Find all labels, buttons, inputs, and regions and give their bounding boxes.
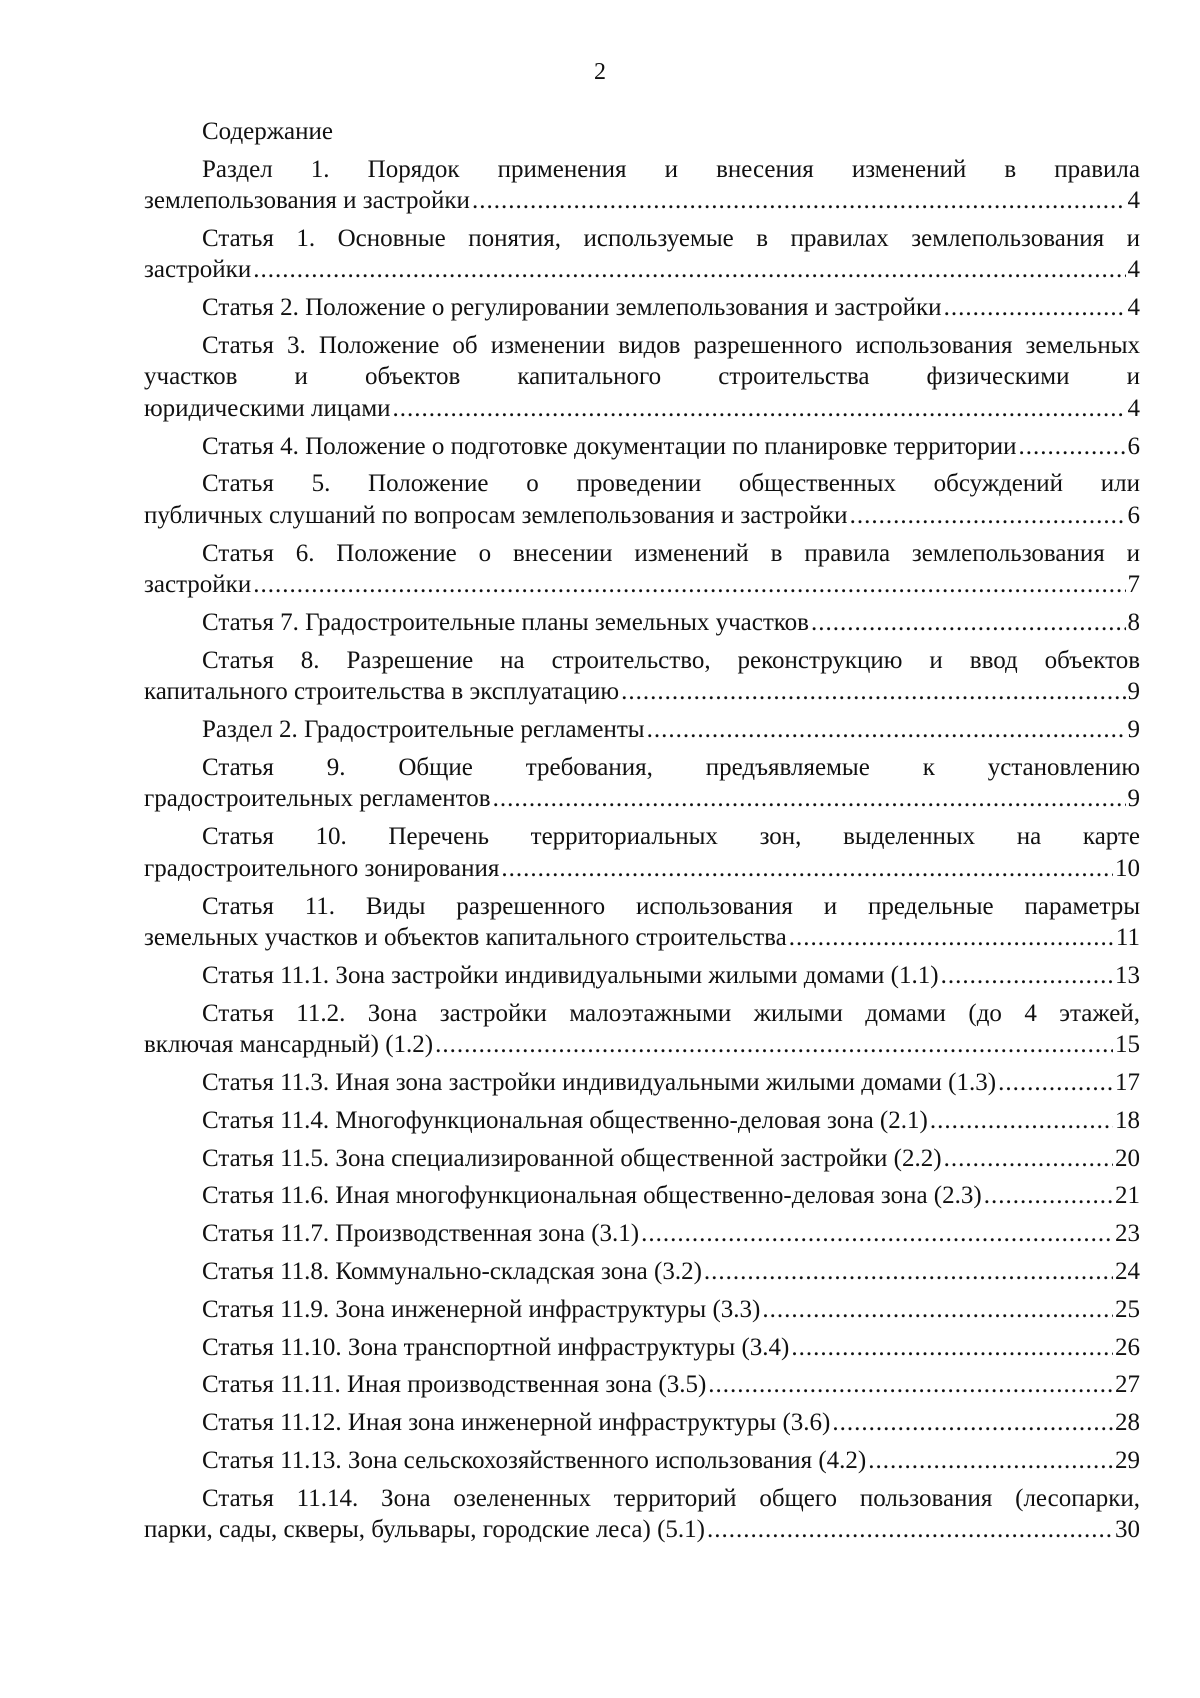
toc-entry-label: Раздел 2. Градостроительные регламенты (202, 716, 645, 744)
toc-entry-label: Статья 2. Положение о регулировании землепользования и застройки (202, 294, 942, 322)
toc-entry-label: застройки (144, 256, 252, 284)
toc-entry-line (144, 1067, 1140, 1099)
toc-entry-page-number: 6 (1127, 432, 1140, 460)
toc-entry-label: парки, сады, скверы, бульвары, городские леса) (5.1) (144, 1516, 705, 1544)
toc-entry-label: Статья 7. Градостроительные планы земельных участков (202, 609, 809, 637)
toc-entry (144, 1369, 1140, 1401)
toc-entry-line (144, 1407, 1140, 1439)
toc-entry-label: застройки (144, 571, 252, 599)
dot-leader (253, 569, 1125, 601)
toc-entry (144, 1067, 1140, 1099)
toc-entry-label: включая мансардный) (1.2) (144, 1031, 434, 1059)
toc-entry-label: Статья 11.5. Зона специализированной общественной застройки (2.2) (202, 1144, 942, 1172)
toc-title: Содержание (202, 118, 333, 145)
toc-entry-line (144, 783, 1140, 815)
toc-entry (144, 538, 1140, 601)
dot-leader (253, 254, 1125, 286)
dot-leader (707, 1514, 1113, 1546)
toc-entry-line (144, 1143, 1140, 1175)
toc-entry-line (144, 853, 1140, 885)
toc-entry-heading: Статья 11. Виды разрешенного использования и предельные параметры (202, 892, 1140, 920)
toc-entry-line (144, 185, 1140, 217)
toc-entry-line (144, 393, 1140, 425)
toc-entry-page-number: 15 (1115, 1031, 1140, 1059)
toc-entry-page-number: 29 (1115, 1446, 1140, 1474)
toc-entry-page-number: 23 (1115, 1220, 1140, 1248)
toc-entry-page-number: 4 (1127, 394, 1140, 422)
dot-leader (647, 714, 1126, 746)
dot-leader (621, 676, 1125, 708)
toc-entry-label: Статья 11.1. Зона застройки индивидуальными жилыми домами (1.1) (202, 961, 939, 989)
toc-entry (144, 998, 1140, 1061)
toc-entry (144, 645, 1140, 708)
toc-entry-page-number: 25 (1115, 1295, 1140, 1323)
toc-entry-line (144, 1180, 1140, 1212)
toc-entry (144, 960, 1140, 992)
toc-entry-page-number: 9 (1127, 716, 1140, 744)
dot-leader (704, 1256, 1113, 1288)
toc-entry (144, 1407, 1140, 1439)
dot-leader (641, 1218, 1113, 1250)
toc-entry (144, 431, 1140, 463)
dot-leader (850, 500, 1126, 532)
dot-leader (501, 853, 1113, 885)
toc-entry (144, 1294, 1140, 1326)
toc-entry-line (144, 1256, 1140, 1288)
toc-entry (144, 821, 1140, 884)
toc-entry-heading: Статья 11.14. Зона озелененных территорий общего пользования (лесопарки, (202, 1484, 1140, 1512)
toc-entry-heading: Статья 3. Положение об изменении видов разрешенного использования земельных участков и объектов капитального строительства физическими и (144, 331, 1140, 391)
toc-entry-label: Статья 11.4. Многофункциональная общественно-деловая зона (2.1) (202, 1106, 928, 1134)
toc-entry-line (144, 1029, 1140, 1061)
page-number: 2 (594, 59, 606, 85)
toc-entry (144, 330, 1140, 425)
dot-leader (393, 393, 1126, 425)
dot-leader (472, 185, 1126, 217)
toc-entry-label: Статья 11.6. Иная многофункциональная общественно-деловая зона (2.3) (202, 1182, 982, 1210)
toc-entry-label: Статья 4. Положение о подготовке документации по планировке территории (202, 432, 1017, 460)
toc-entry-line (144, 1105, 1140, 1137)
toc-entry-label: градостроительных регламентов (144, 785, 491, 813)
toc-entry-line (144, 607, 1140, 639)
toc-entry-heading: Статья 6. Положение о внесении изменений в правила землепользования и (202, 539, 1140, 567)
toc-entry (144, 1445, 1140, 1477)
toc-entry-label: Статья 11.3. Иная зона застройки индивидуальными жилыми домами (1.3) (202, 1068, 997, 1096)
toc-entry-page-number: 20 (1115, 1144, 1140, 1172)
toc-entry-page-number: 21 (1115, 1182, 1140, 1210)
toc-entry-line (144, 922, 1140, 954)
toc-entry-line (144, 1514, 1140, 1546)
toc-entry (144, 607, 1140, 639)
dot-leader (493, 783, 1126, 815)
dot-leader (811, 607, 1126, 639)
toc-entry-label: Статья 11.7. Производственная зона (3.1) (202, 1220, 640, 1248)
toc-entry-label: Статья 11.13. Зона сельскохозяйственного использования (4.2) (202, 1446, 867, 1474)
toc-entry-label: Статья 11.12. Иная зона инженерной инфраструктуры (3.6) (202, 1409, 831, 1437)
toc-entry-line (144, 1369, 1140, 1401)
toc-entry-page-number: 24 (1115, 1257, 1140, 1285)
dot-leader (789, 922, 1114, 954)
dot-leader (832, 1407, 1113, 1439)
dot-leader (868, 1445, 1113, 1477)
toc-entry-line (144, 1332, 1140, 1364)
toc-entry-line (144, 1445, 1140, 1477)
dot-leader (762, 1294, 1113, 1326)
toc-entry-line (144, 714, 1140, 746)
toc-entry-page-number: 10 (1115, 854, 1140, 882)
toc-entry-label: капитального строительства в эксплуатацию (144, 678, 620, 706)
toc-entry (144, 468, 1140, 531)
toc-entry-page-number: 28 (1115, 1409, 1140, 1437)
toc-entry-page-number: 11 (1115, 924, 1140, 952)
toc-entry-page-number: 8 (1127, 609, 1140, 637)
toc-entry (144, 1332, 1140, 1364)
toc-entry (144, 1180, 1140, 1212)
toc-entries (144, 154, 1140, 1546)
toc-entry-page-number: 7 (1127, 571, 1140, 599)
toc-entry (144, 1105, 1140, 1137)
toc-entry (144, 1218, 1140, 1250)
toc-entry-page-number: 13 (1115, 961, 1140, 989)
dot-leader (944, 1143, 1113, 1175)
toc-entry (144, 223, 1140, 286)
toc-entry-line (144, 569, 1140, 601)
toc-entry-page-number: 9 (1127, 785, 1140, 813)
toc-entry-page-number: 4 (1127, 256, 1140, 284)
dot-leader (708, 1369, 1113, 1401)
toc-entry (144, 752, 1140, 815)
toc-entry-heading: Статья 10. Перечень территориальных зон, выделенных на карте (202, 823, 1140, 851)
toc-entry-heading: Статья 11.2. Зона застройки малоэтажными жилыми домами (до 4 этажей, (202, 999, 1140, 1027)
toc-entry-page-number: 6 (1127, 501, 1140, 529)
dot-leader (984, 1180, 1113, 1212)
toc-entry-line (144, 431, 1140, 463)
dot-leader (941, 960, 1113, 992)
toc-entry-heading: Раздел 1. Порядок применения и внесения изменений в правила (202, 155, 1140, 183)
toc-entry-label: публичных слушаний по вопросам землепользования и застройки (144, 501, 848, 529)
dot-leader (435, 1029, 1113, 1061)
toc-entry-heading: Статья 5. Положение о проведении общественных обсуждений или (202, 470, 1140, 498)
toc-entry-label: землепользования и застройки (144, 187, 470, 214)
toc-entry-heading: Статья 9. Общие требования, предъявляемые к установлению (202, 753, 1140, 781)
toc-entry-label: Статья 11.11. Иная производственная зона (3.5) (202, 1371, 707, 1399)
toc-entry-line (144, 292, 1140, 324)
dot-leader (791, 1332, 1113, 1364)
toc-entry-line (144, 960, 1140, 992)
toc-entry (144, 1483, 1140, 1546)
toc-entry-label: Статья 11.8. Коммунально-складская зона (3.2) (202, 1257, 702, 1285)
toc-entry (144, 714, 1140, 746)
table-of-contents (144, 116, 1140, 1552)
toc-entry-heading: Статья 1. Основные понятия, используемые в правилах землепользования и (202, 224, 1140, 252)
toc-entry-page-number: 4 (1127, 187, 1140, 214)
dot-leader (930, 1105, 1113, 1137)
toc-entry-line (144, 1294, 1140, 1326)
dot-leader (998, 1067, 1113, 1099)
toc-entry-page-number: 26 (1115, 1333, 1140, 1361)
toc-entry (144, 891, 1140, 954)
toc-entry-label: Статья 11.9. Зона инженерной инфраструктуры (3.3) (202, 1295, 761, 1323)
toc-entry-heading: Статья 8. Разрешение на строительство, реконструкцию и ввод объектов (202, 646, 1140, 674)
toc-entry-page-number: 9 (1127, 678, 1140, 706)
toc-entry-page-number: 27 (1115, 1371, 1140, 1399)
toc-entry-label: земельных участков и объектов капитального строительства (144, 924, 787, 952)
toc-entry-line (144, 1218, 1140, 1250)
toc-entry-label: градостроительного зонирования (144, 854, 500, 882)
toc-entry-line (144, 254, 1140, 286)
toc-entry (144, 1256, 1140, 1288)
toc-entry-line (144, 676, 1140, 708)
dot-leader (944, 292, 1126, 324)
toc-entry-page-number: 17 (1115, 1068, 1140, 1096)
toc-entry-page-number: 18 (1115, 1106, 1140, 1134)
toc-entry-page-number: 30 (1115, 1516, 1140, 1544)
toc-entry-page-number: 4 (1127, 294, 1140, 322)
toc-entry-label: Статья 11.10. Зона транспортной инфраструктуры (3.4) (202, 1333, 790, 1361)
toc-entry (144, 154, 1140, 217)
dot-leader (1018, 431, 1125, 463)
toc-entry-label: юридическими лицами (144, 394, 391, 422)
toc-entry (144, 1143, 1140, 1175)
toc-entry-line (144, 500, 1140, 532)
toc-entry (144, 292, 1140, 324)
